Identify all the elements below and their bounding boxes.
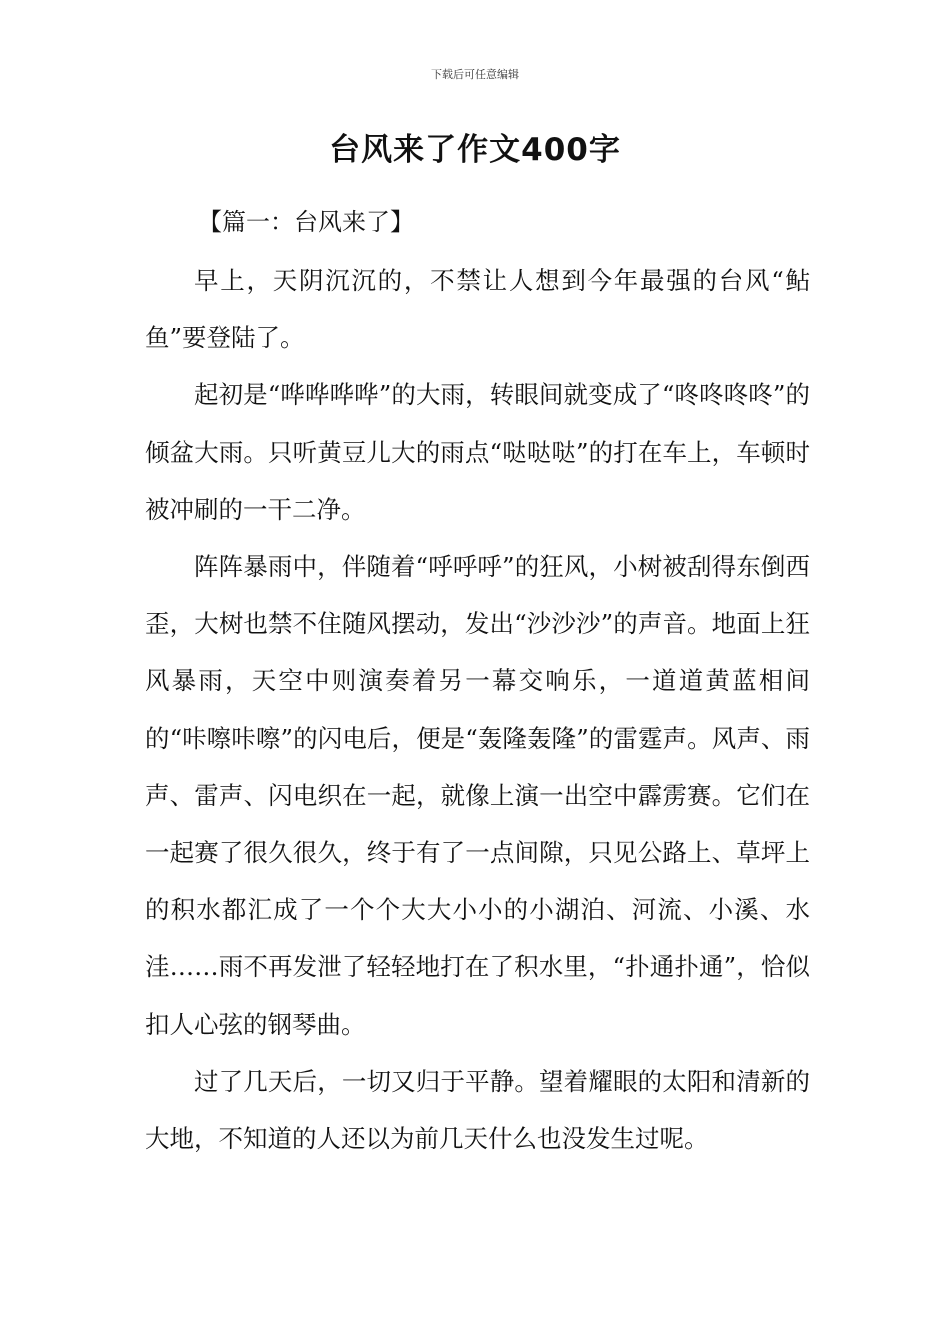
document-title: 台风来了作文400字	[329, 132, 621, 168]
paragraph-3: 阵阵暴雨中，伴随着“呼呼呼”的狂风，小树被刮得东倒西歪，大树也禁不住随风摆动，发出“沙沙沙”的声音。地面上狂风暴雨，天空中则演奏着另一幕交响乐，一道道黄蓝相间的“咔嚓咔嚓”的闪电后，便是“轰隆轰隆”的雷霆声。风声、雨声、雷声、闪电织在一起，就像上演一出空中霹雳赛。它们在一起赛了很久很久，终于有了一点间隙，只见公路上、草坪上的积水都汇成了一个个大大小小的小湖泊、河流、小溪、水洼……雨不再发泄了轻轻地打在了积水里，“扑通扑通”，恰似扣人心弦的钢琴曲。	[145, 552, 810, 1039]
paragraph-2: 起初是“哗哗哗哗”的大雨，转眼间就变成了“咚咚咚咚”的倾盆大雨。只听黄豆儿大的雨点“哒哒哒”的打在车上，车顿时被冲刷的一干二净。	[145, 380, 810, 524]
paragraph-4: 过了几天后，一切又归于平静。望着耀眼的太阳和清新的大地，不知道的人还以为前几天什么也没发生过呢。	[145, 1066, 810, 1154]
paragraph-1: 早上，天阴沉沉的，不禁让人想到今年最强的台风“鲇鱼”要登陆了。	[145, 266, 810, 353]
section-label: 【篇一：台风来了】	[198, 208, 414, 236]
article-body	[145, 252, 810, 1167]
download-note: 下载后可任意编辑	[431, 68, 519, 81]
